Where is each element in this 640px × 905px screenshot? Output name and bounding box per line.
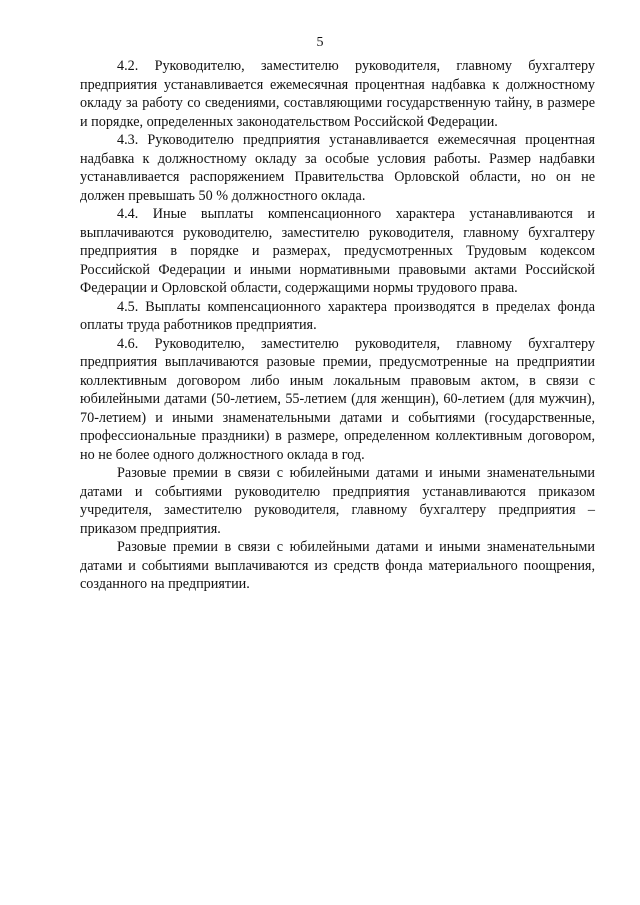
document-body [80, 57, 595, 594]
paragraph-one-time-bonus-establishment: Разовые премии в связи с юбилейными датами и иными знаменательными датами и событиями руководителю предприятия устанавливаются приказом учредителя, заместителю руководителя, главному бухгалтеру предприятия – приказом предприятия. [80, 465, 595, 537]
paragraph-4-3: 4.3. Руководителю предприятия устанавливается ежемесячная процентная надбавка к должностному окладу за особые условия работы. Размер надбавки устанавливается распоряжением Правительства Орловской области, но он не должен превышать 50 % должностного оклада. [80, 132, 595, 204]
paragraph-one-time-bonus-funding: Разовые премии в связи с юбилейными датами и иными знаменательными датами и событиями выплачиваются из средств фонда материального поощрения, созданного на предприятии. [80, 539, 595, 592]
paragraph-4-6: 4.6. Руководителю, заместителю руководителя, главному бухгалтеру предприятия выплачиваются разовые премии, предусмотренные на предприятии коллективным договором либо иным локальным правовым актом, в связи с юбилейными датами (50-летием, 55-летием (для женщин), 60-летием (для мужчин), 70-летием) и иными знаменательными датами и событиями (государственные, профессиональные праздники) в размере, определенном коллективным договором, но не более одного должностного оклада в год. [80, 335, 595, 463]
paragraph-4-4: 4.4. Иные выплаты компенсационного характера устанавливаются и выплачиваются руководителю, заместителю руководителя, главному бухгалтеру предприятия в порядке и размерах, предусмотренных Трудовым кодексом Российской Федерации и иными нормативными правовыми актами Российской Федерации и Орловской области, содержащими нормы трудового права. [80, 206, 595, 296]
paragraph-4-5: 4.5. Выплаты компенсационного характера производятся в пределах фонда оплаты труда работников предприятия. [80, 298, 595, 333]
page-number: 5 [316, 35, 324, 50]
paragraph-4-2: 4.2. Руководителю, заместителю руководителя, главному бухгалтеру предприятия устанавливается ежемесячная процентная надбавка к должностному окладу за работу со сведениями, составляющими государственную тайну, в размере и порядке, определенных законодательством Российской Федерации. [80, 58, 595, 130]
